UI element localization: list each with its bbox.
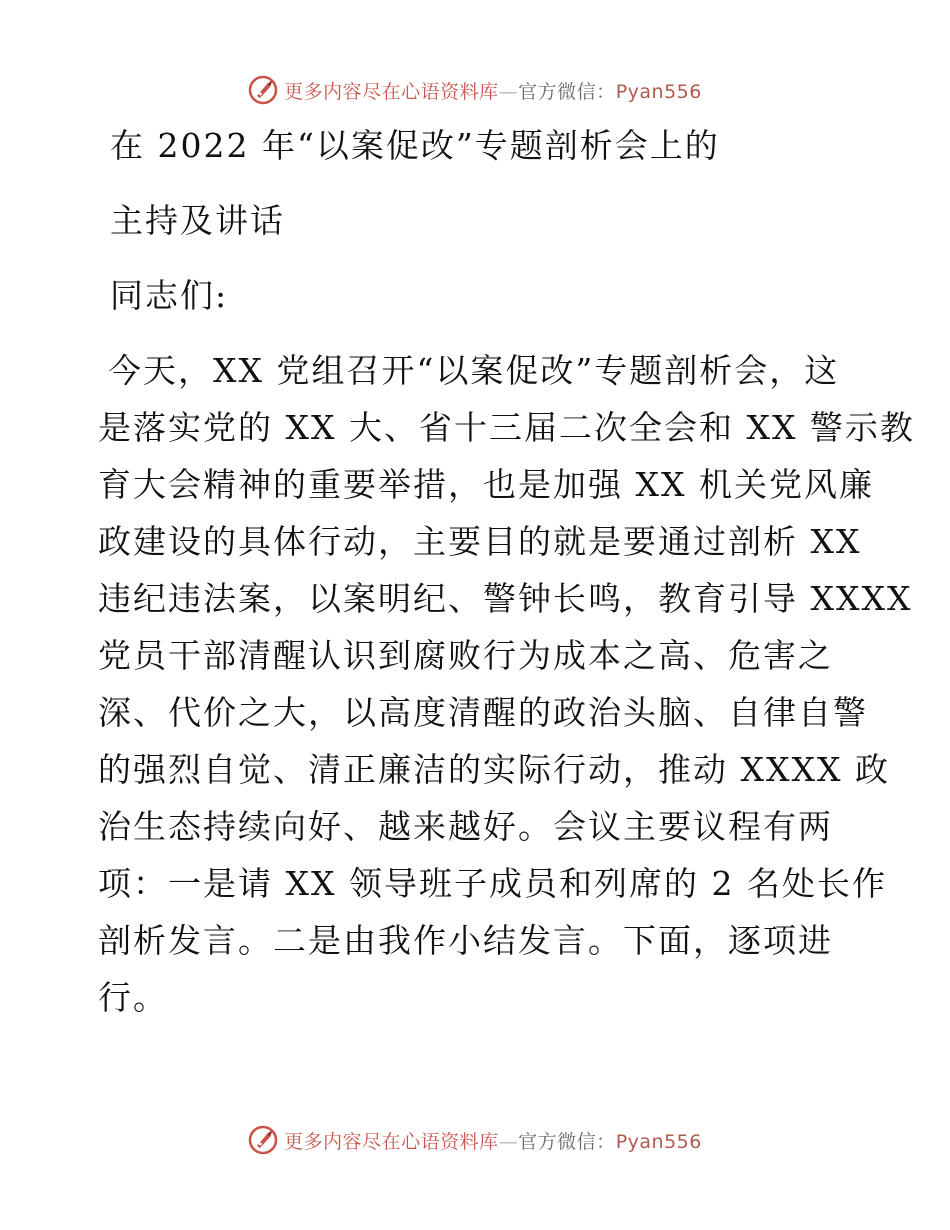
banner-dash: —	[498, 1130, 519, 1153]
header-watermark-banner	[0, 70, 950, 110]
title-line-1: 在 2022 年“以案促改”专题剖析会上的	[110, 126, 720, 165]
title-line-2: 主持及讲话	[110, 201, 285, 240]
header-banner-text	[284, 77, 702, 104]
brand-text: 更多内容尽在心语资料库	[284, 80, 499, 103]
footer-banner-text	[284, 1127, 702, 1154]
paragraph-line: 的强烈自觉、清正廉洁的实际行动，推动 XXXX 政	[98, 750, 890, 789]
fountain-pen-logo-icon	[248, 1125, 278, 1155]
wechat-label: 官方微信：	[518, 80, 616, 103]
paragraph-line: 今天，XX 党组召开“以案促改”专题剖析会，这	[108, 351, 840, 390]
paragraph-line: 违纪违法案，以案明纪、警钟长鸣，教育引导 XXXX	[98, 579, 913, 618]
paragraph-line: 行。	[98, 978, 168, 1017]
fountain-pen-logo-icon	[248, 75, 278, 105]
paragraph-line: 是落实党的 XX 大、省十三届二次全会和 XX 警示教	[98, 408, 915, 447]
paragraph-line: 治生态持续向好、越来越好。会议主要议程有两	[98, 807, 833, 846]
banner-dash: —	[498, 80, 519, 103]
wechat-label: 官方微信：	[518, 1130, 616, 1153]
paragraph-line: 政建设的具体行动，主要目的就是要通过剖析 XX	[98, 522, 862, 561]
paragraph-line: 剖析发言。二是由我作小结发言。下面，逐项进	[98, 921, 833, 960]
paragraph-line: 育大会精神的重要举措，也是加强 XX 机关党风廉	[98, 465, 874, 504]
paragraph-line: 项：一是请 XX 领导班子成员和列席的 2 名处长作	[98, 864, 887, 903]
wechat-contact: Pyan556	[615, 1130, 702, 1153]
footer-watermark-banner	[0, 1120, 950, 1160]
paragraph-line: 党员干部清醒认识到腐败行为成本之高、危害之	[98, 636, 833, 675]
wechat-contact: Pyan556	[615, 80, 702, 103]
brand-text: 更多内容尽在心语资料库	[284, 1130, 499, 1153]
paragraph-line: 深、代价之大，以高度清醒的政治头脑、自律自警	[98, 693, 868, 732]
salutation: 同志们:	[110, 276, 229, 315]
